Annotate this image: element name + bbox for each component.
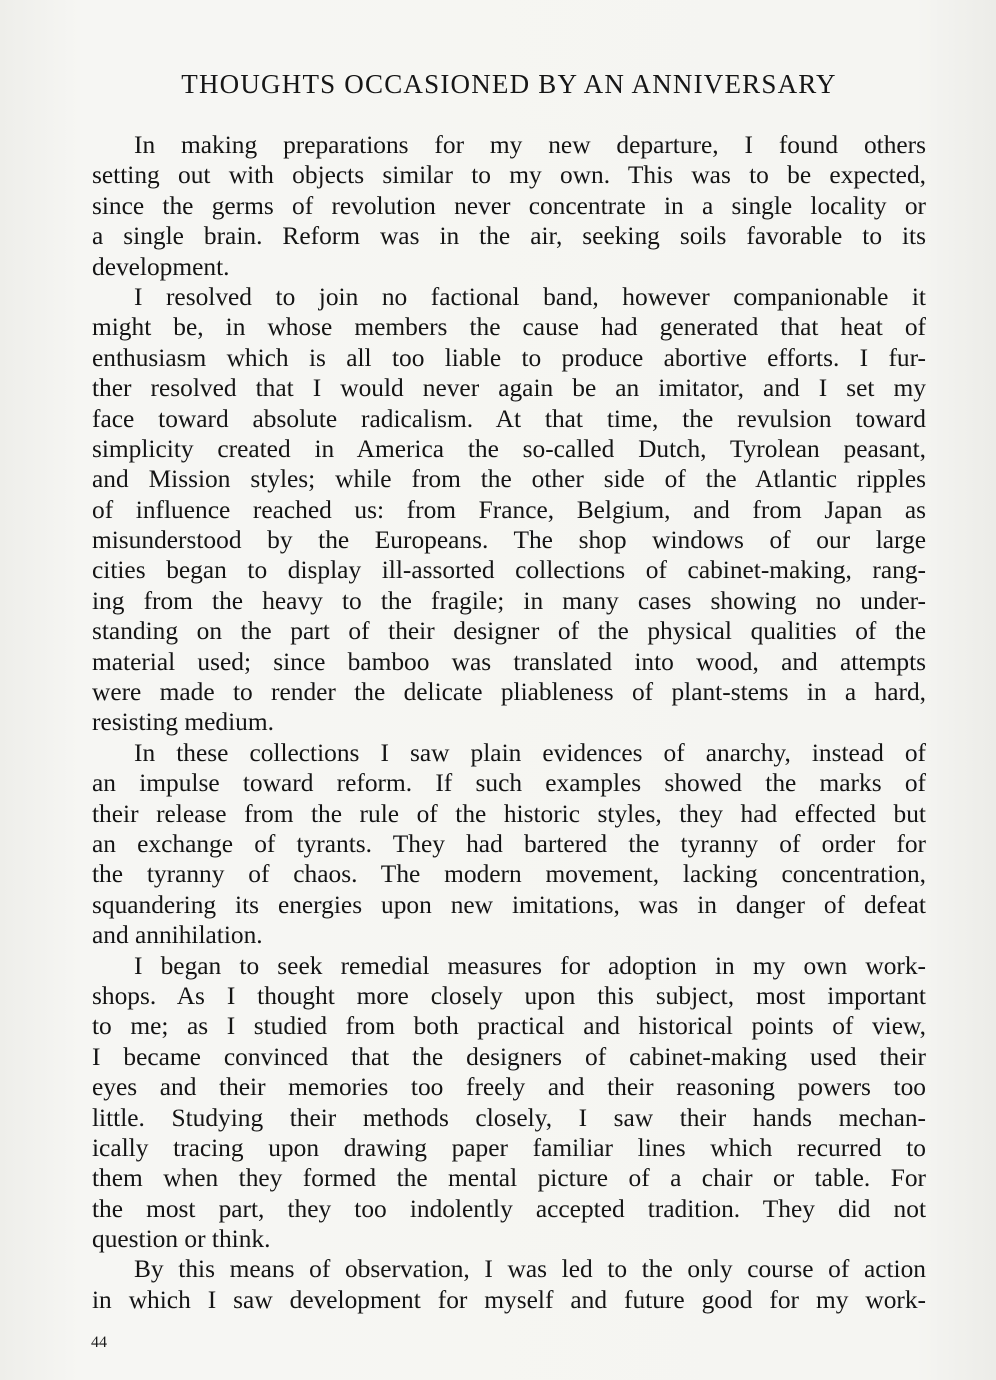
paragraph (92, 738, 926, 951)
text-line: a single brain. Reform was in the air, seeking soils favorable to its (92, 222, 926, 251)
text-line: I became convinced that the designers of cabinet-making used their (92, 1042, 926, 1071)
page-number: 44 (91, 1334, 107, 1351)
text-line: setting out with objects similar to my own. This was to be expected, (92, 161, 926, 190)
text-line: simplicity created in America the so-called Dutch, Tyrolean peasant, (92, 434, 926, 463)
paragraph (92, 951, 926, 1255)
text-line: an impulse toward reform. If such examples showed the marks of (92, 769, 926, 798)
text-line: an exchange of tyrants. They had bartered the tyranny of order for (92, 829, 926, 858)
page-title: THOUGHTS OCCASIONED BY AN ANNIVERSARY (181, 69, 837, 99)
text-line: development. (92, 252, 230, 281)
text-line: standing on the part of their designer of the physical qualities of the (92, 617, 926, 646)
text-line: to me; as I studied from both practical and historical points of view, (92, 1012, 926, 1041)
text-line: eyes and their memories too freely and their reasoning powers too (92, 1073, 926, 1102)
text-line: of influence reached us: from France, Belgium, and from Japan as (92, 495, 926, 524)
text-line: face toward absolute radicalism. At that time, the revulsion toward (92, 404, 926, 433)
text-line: question or think. (92, 1225, 271, 1254)
text-line: ically tracing upon drawing paper familiar lines which recurred to (92, 1133, 926, 1162)
paragraph (92, 130, 926, 282)
text-line: ing from the heavy to the fragile; in many cases showing no under- (92, 586, 926, 615)
text-line: were made to render the delicate pliableness of plant-stems in a hard, (92, 678, 926, 707)
text-line: material used; since bamboo was translated into wood, and attempts (92, 647, 926, 676)
text-line: little. Studying their methods closely, I saw their hands mechan- (92, 1103, 926, 1132)
page-body (92, 130, 926, 1315)
text-line: By this means of observation, I was led to the only course of action (134, 1255, 926, 1284)
text-line: their release from the rule of the historic styles, they had effected but (92, 799, 926, 828)
text-line: in which I saw development for myself and future good for my work- (92, 1285, 926, 1314)
text-line: the most part, they too indolently accepted tradition. They did not (92, 1194, 926, 1223)
text-line: I resolved to join no factional band, however companionable it (134, 282, 926, 311)
paragraph (92, 282, 926, 738)
text-line: them when they formed the mental picture of a chair or table. For (92, 1164, 926, 1193)
paragraph (92, 1254, 926, 1315)
text-line: and Mission styles; while from the other side of the Atlantic ripples (92, 465, 926, 494)
text-line: I began to seek remedial measures for adoption in my own work- (134, 951, 926, 980)
text-line: ther resolved that I would never again be an imitator, and I set my (92, 374, 926, 403)
text-line: might be, in whose members the cause had generated that heat of (92, 313, 926, 342)
text-line: the tyranny of chaos. The modern movement, lacking concentration, (92, 860, 926, 889)
text-line: enthusiasm which is all too liable to produce abortive efforts. I fur- (92, 343, 926, 372)
text-line: and annihilation. (92, 921, 263, 950)
text-line: resisting medium. (92, 708, 274, 737)
text-line: In these collections I saw plain evidences of anarchy, instead of (134, 738, 926, 767)
text-line: cities began to display ill-assorted collections of cabinet-making, rang- (92, 556, 926, 585)
text-line: misunderstood by the Europeans. The shop windows of our large (92, 526, 926, 555)
text-line: squandering its energies upon new imitations, was in danger of defeat (92, 890, 926, 919)
text-line: since the germs of revolution never concentrate in a single locality or (92, 191, 926, 220)
text-line: shops. As I thought more closely upon this subject, most important (92, 981, 926, 1010)
text-line: In making preparations for my new departure, I found others (134, 131, 926, 159)
